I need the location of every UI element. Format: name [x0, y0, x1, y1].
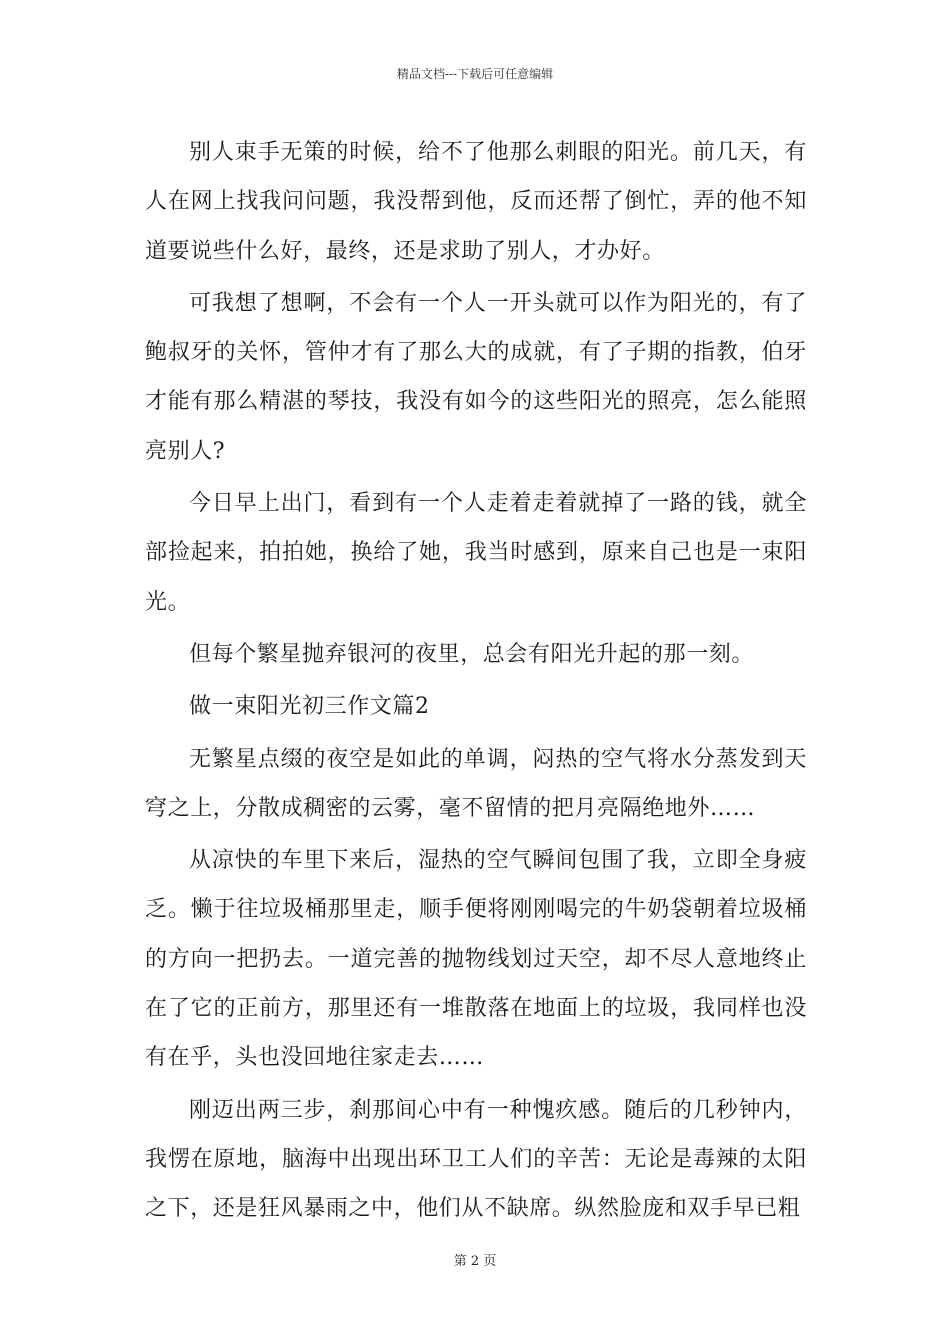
paragraph: 无繁星点缀的夜空是如此的单调，闷热的空气将水分蒸发到天穹之上，分散成稠密的云雾，毫不留情的把月亮隔绝地外…… — [145, 746, 807, 821]
paragraph: 但每个繁星抛弃银河的夜里，总会有阳光升起的那一刻。 — [189, 641, 755, 667]
section-heading: 做一束阳光初三作文篇2 — [189, 694, 430, 720]
paragraph: 今日早上出门，看到有一个人走着走着就掉了一路的钱，就全部捡起来，拍拍她，换给了她，我当时感到，原来自己也是一束阳光。 — [145, 491, 807, 615]
paragraph: 从凉快的车里下来后，湿热的空气瞬间包围了我，立即全身疲乏。懒于往垃圾桶那里走，顺手便将刚刚喝完的牛奶袋朝着垃圾桶的方向一把扔去。一道完善的抛物线划过天空，却不尽人意地终止在了它的正前方，那里还有一堆散落在地面上的垃圾，我同样也没有在乎，头也没回地往家走去…… — [145, 848, 807, 1071]
paragraph: 刚迈出两三步，刹那间心中有一种愧疚感。随后的几秒钟内，我愣在原地，脑海中出现出环卫工人们的辛苦：无论是毒辣的太阳之下，还是狂风暴雨之中，他们从不缺席。纵然脸庞和双手早已粗 — [145, 1097, 807, 1222]
document-body — [145, 128, 807, 1237]
page-header: 精品文档---下载后可任意编辑 — [396, 67, 554, 81]
page-number: 第 2 页 — [453, 1254, 497, 1269]
paragraph: 别人束手无策的时候，给不了他那么刺眼的阳光。前几天，有人在网上找我问问题，我没帮到他，反而还帮了倒忙，弄的他不知道要说些什么好，最终，还是求助了别人，才办好。 — [145, 140, 807, 264]
paragraph: 可我想了想啊，不会有一个人一开头就可以作为阳光的，有了鲍叔牙的关怀，管仲才有了那么大的成就，有了子期的指教，伯牙才能有那么精湛的琴技，我没有如今的这些阳光的照亮，怎么能照亮别人? — [145, 290, 807, 464]
